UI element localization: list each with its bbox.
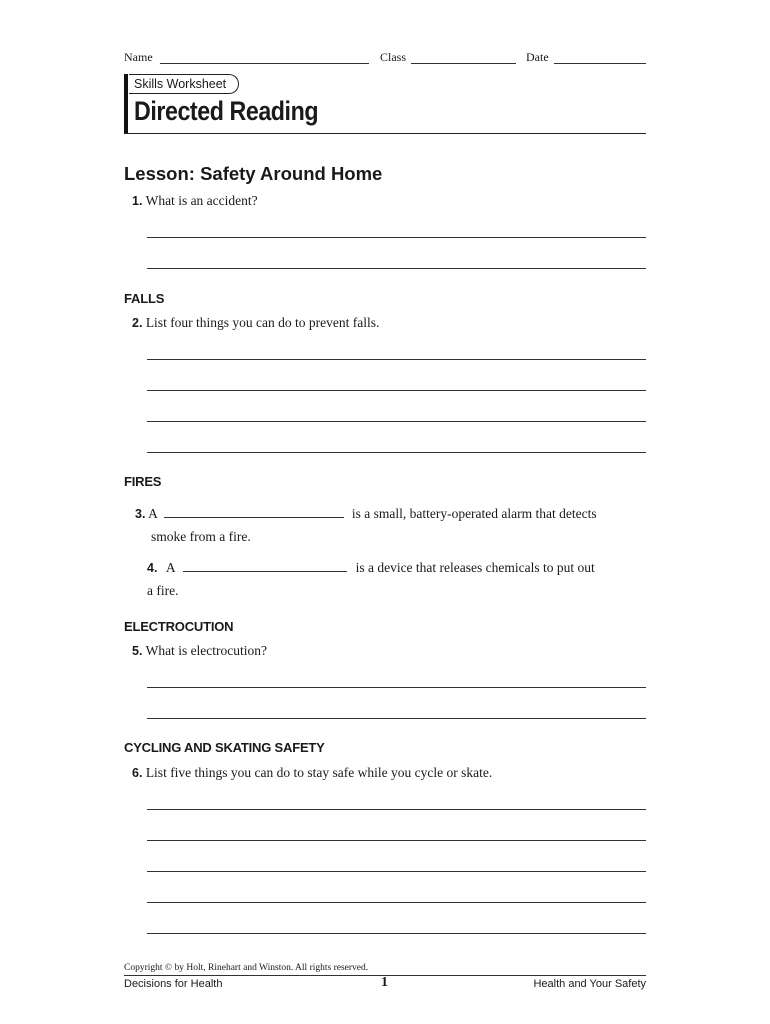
question-text: List five things you can do to stay safe while you cycle or skate.	[145, 765, 493, 780]
footer-chapter-title: Health and Your Safety	[533, 978, 646, 990]
lesson-title: Lesson: Safety Around Home	[124, 163, 383, 184]
answer-line[interactable]	[147, 871, 646, 872]
answer-line[interactable]	[147, 390, 646, 391]
question-number: 1.	[132, 194, 143, 208]
title-underline	[124, 133, 646, 134]
answer-line[interactable]	[147, 809, 646, 810]
page-title: Directed Reading	[134, 96, 319, 126]
class-label: Class	[380, 50, 407, 64]
answer-line[interactable]	[147, 902, 646, 903]
question-3-continuation: smoke from a fire.	[151, 529, 251, 544]
name-input-line[interactable]	[160, 63, 369, 64]
question-number: 2.	[132, 316, 143, 330]
answer-line[interactable]	[147, 237, 646, 238]
question-number: 6.	[132, 766, 143, 780]
section-heading-falls: FALLS	[124, 291, 165, 306]
answer-line[interactable]	[147, 359, 646, 360]
fill-in-blank[interactable]	[183, 571, 347, 572]
answer-line[interactable]	[147, 452, 646, 453]
section-heading-fires: FIRES	[124, 474, 162, 489]
page-number: 1	[381, 975, 388, 990]
fill-in-blank[interactable]	[164, 517, 344, 518]
title-bar	[124, 74, 128, 133]
question-5	[132, 643, 267, 659]
answer-line[interactable]	[147, 718, 646, 719]
worksheet-badge: Skills Worksheet	[129, 74, 239, 94]
question-prefix: A	[165, 560, 175, 575]
question-suffix: is a device that releases chemicals to put out	[355, 560, 595, 575]
question-number: 4.	[147, 561, 158, 575]
question-2	[132, 315, 379, 331]
answer-line[interactable]	[147, 933, 646, 934]
question-3	[135, 506, 597, 522]
footer-book-title: Decisions for Health	[124, 978, 223, 990]
question-suffix: is a small, battery-operated alarm that detects	[351, 506, 597, 521]
copyright-notice: Copyright © by Holt, Rinehart and Winston. All rights reserved.	[124, 963, 369, 973]
section-heading-cycling: CYCLING AND SKATING SAFETY	[124, 740, 325, 755]
class-input-line[interactable]	[411, 63, 516, 64]
date-label: Date	[526, 50, 549, 64]
question-4-continuation: a fire.	[147, 583, 179, 598]
question-text: List four things you can do to prevent falls.	[145, 315, 380, 330]
question-6	[132, 765, 492, 781]
question-prefix: A	[148, 506, 158, 521]
question-text: What is electrocution?	[145, 643, 268, 658]
question-number: 3.	[135, 507, 146, 521]
answer-line[interactable]	[147, 840, 646, 841]
name-label: Name	[124, 50, 153, 64]
question-4	[147, 560, 595, 576]
date-input-line[interactable]	[554, 63, 646, 64]
answer-line[interactable]	[147, 687, 646, 688]
question-text: What is an accident?	[145, 193, 258, 208]
question-1	[132, 193, 258, 209]
section-heading-electrocution: ELECTROCUTION	[124, 619, 234, 634]
answer-line[interactable]	[147, 268, 646, 269]
answer-line[interactable]	[147, 421, 646, 422]
question-number: 5.	[132, 644, 143, 658]
